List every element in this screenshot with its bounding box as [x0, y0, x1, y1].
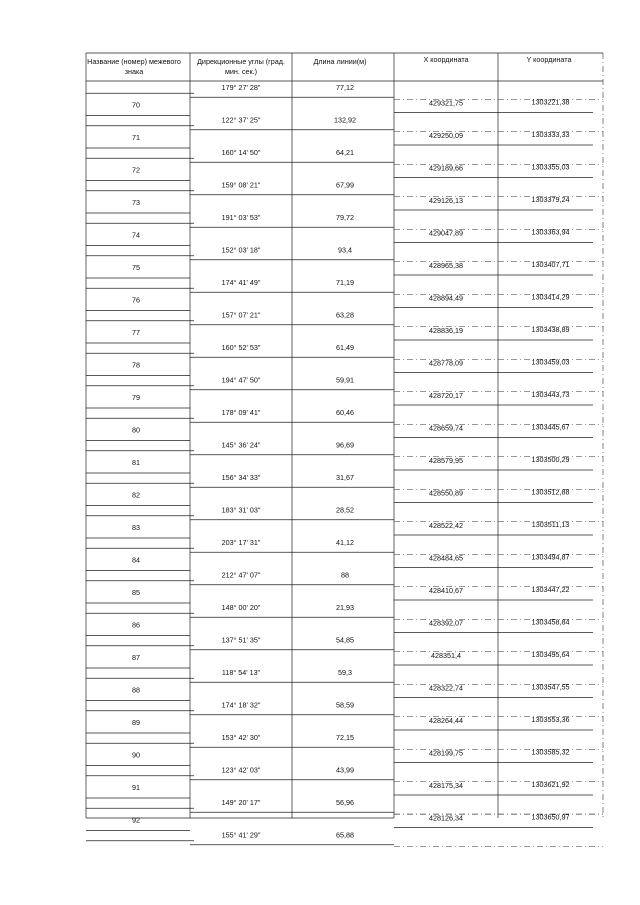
- segment-angle: 183° 31' 03": [221, 505, 261, 515]
- header-name-line2: знака: [124, 67, 144, 76]
- point-x: 429321,75: [429, 98, 463, 108]
- point-y: 1303458,84: [531, 617, 570, 627]
- point-name: 73: [132, 197, 140, 207]
- point-name: 78: [132, 360, 140, 370]
- point-y: 1303447,22: [531, 584, 570, 594]
- point-name: 91: [132, 782, 140, 792]
- segment-angle: 212° 47' 07": [221, 570, 261, 580]
- point-name: 81: [132, 457, 140, 467]
- point-y: 1303443,73: [531, 389, 570, 399]
- segment-length: 72,15: [336, 733, 354, 742]
- point-y: 1303379,24: [531, 194, 570, 204]
- segment-angle: 203° 17' 31": [221, 538, 261, 547]
- point-y: 1303553,36: [531, 714, 570, 724]
- segment-angle: 152° 03' 18": [221, 245, 261, 255]
- point-name: 71: [132, 132, 140, 142]
- segment-length: 58,59: [336, 700, 354, 710]
- segment-length: 31,67: [336, 473, 354, 482]
- segment-length: 88: [341, 570, 349, 580]
- point-name: 70: [132, 100, 140, 110]
- point-name: 80: [132, 425, 140, 435]
- header-angle-line2: мин. сек.): [224, 67, 258, 76]
- point-x: 428579,95: [429, 455, 463, 465]
- segment-length: 61,49: [336, 343, 354, 352]
- segment-length: 41,12: [336, 538, 354, 547]
- segment-angle: 178° 09' 41": [221, 408, 261, 417]
- segment-angle: 159° 08' 21": [221, 180, 261, 190]
- point-y: 1303547,55: [531, 682, 570, 692]
- segment-angle: 123° 42' 03": [221, 765, 261, 775]
- point-y: 1303221,38: [531, 97, 570, 107]
- point-name: 85: [132, 587, 140, 597]
- segment-angle: 174° 18' 32": [221, 700, 261, 710]
- point-name: 84: [132, 555, 140, 565]
- segment-angle: 153° 42' 30": [221, 733, 261, 742]
- point-x: 428778,09: [429, 358, 463, 368]
- segment-angle: 174° 41' 49": [221, 278, 261, 287]
- segment-angle: 149° 20' 17": [221, 798, 261, 807]
- point-y: 1303414,29: [531, 292, 570, 302]
- point-x: 429047,89: [429, 228, 463, 238]
- point-x: 428522,42: [429, 520, 463, 530]
- point-x: 428965,38: [429, 260, 463, 270]
- segment-angle: 148° 00' 20": [221, 603, 261, 612]
- segment-angle: 191° 03' 53": [221, 213, 261, 222]
- table-header: [87, 55, 571, 76]
- point-y: 1303495,64: [531, 649, 570, 659]
- point-y: 1303512,88: [531, 487, 570, 497]
- segment-angle: 157° 07' 21": [221, 310, 261, 320]
- point-y: 1303445,67: [531, 422, 570, 432]
- segment-length: 54,85: [336, 635, 354, 645]
- segment-angle: 137° 51' 35": [221, 635, 261, 645]
- point-x: 428484,65: [429, 553, 463, 563]
- segment-length: 71,19: [336, 278, 354, 287]
- segment-length: 65,88: [336, 830, 354, 840]
- point-x: 429126,13: [429, 195, 463, 205]
- segment-length: 59,3: [338, 668, 352, 677]
- segment-length: 64,21: [336, 148, 354, 157]
- segment-angle: 156° 34' 33": [221, 473, 261, 482]
- point-y: 1303459,03: [531, 357, 570, 367]
- point-x: 428894,49: [429, 293, 463, 303]
- point-x: 428351,4: [431, 650, 461, 660]
- segment-angle: 145° 36' 24": [221, 440, 261, 450]
- point-x: 429250,09: [429, 130, 463, 140]
- point-y: 1303333,33: [531, 129, 570, 139]
- point-y: 1303650,97: [531, 812, 570, 822]
- point-y: 1303355,03: [531, 162, 570, 172]
- point-x: 428836,19: [429, 325, 463, 335]
- point-name: 82: [132, 490, 140, 500]
- point-name: 79: [132, 392, 140, 402]
- header-length: Длина линии(м): [313, 57, 367, 66]
- header-name-line1: Название (номер) межевого: [87, 57, 181, 66]
- segment-angle: 179° 27' 28": [221, 83, 261, 92]
- point-x: 428175,34: [429, 780, 463, 790]
- segment-length: 60,46: [336, 408, 354, 417]
- segment-length: 79,72: [336, 213, 354, 222]
- segment-length: 77,12: [336, 83, 354, 92]
- point-name: 88: [132, 685, 140, 695]
- segment-length: 43,99: [336, 765, 354, 775]
- point-x: 428392,07: [429, 618, 463, 628]
- point-name: 92: [132, 815, 140, 825]
- point-name: 74: [132, 230, 140, 240]
- segment-length: 132,92: [334, 115, 356, 125]
- point-x: 428264,44: [429, 715, 463, 725]
- segment-angle: 160° 14' 50": [221, 148, 261, 157]
- point-y: 1303585,32: [531, 747, 570, 757]
- point-name: 76: [132, 295, 140, 305]
- point-name: 83: [132, 522, 140, 532]
- segment-length: 21,93: [336, 603, 354, 612]
- point-name: 87: [132, 652, 140, 662]
- point-x: 428550,89: [429, 488, 463, 498]
- segment-length: 28,52: [336, 505, 354, 515]
- header-x: X координата: [423, 55, 469, 64]
- point-x: 428720,17: [429, 390, 463, 400]
- point-x: 428410,67: [429, 585, 463, 595]
- header-y: Y координата: [526, 55, 572, 64]
- point-x: 429189,66: [429, 163, 463, 173]
- segment-length: 93,4: [338, 245, 352, 255]
- segment-length: 63,28: [336, 310, 354, 320]
- segment-angle: 194° 47' 50": [221, 375, 261, 385]
- point-y: 1303621,92: [531, 779, 570, 789]
- segment-angle: 155° 41' 29": [221, 830, 261, 840]
- point-x: 428322,74: [429, 683, 463, 693]
- segment-length: 96,69: [336, 440, 354, 450]
- point-y: 1303511,13: [531, 519, 570, 529]
- table-grid: [86, 53, 603, 847]
- point-name: 77: [132, 327, 140, 337]
- point-name: 90: [132, 750, 140, 760]
- segment-angle: 160° 52' 53": [221, 343, 261, 352]
- point-name: 75: [132, 262, 140, 272]
- point-y: 1303438,89: [531, 324, 570, 334]
- point-x: 428126,34: [429, 813, 463, 823]
- point-y: 1303500,29: [531, 454, 570, 464]
- segment-angle: 122° 37' 25": [221, 115, 261, 125]
- point-x: 428659,74: [429, 423, 463, 433]
- segment-length: 59,91: [336, 375, 354, 385]
- point-y: 1303407,71: [531, 259, 570, 269]
- point-y: 1303363,94: [531, 227, 570, 237]
- point-y: 1303494,87: [531, 552, 570, 562]
- point-name: 89: [132, 717, 140, 727]
- point-x: 428199,75: [429, 748, 463, 758]
- segment-angle: 118° 54' 13": [221, 668, 261, 677]
- point-name: 72: [132, 165, 140, 175]
- point-name: 86: [132, 620, 140, 630]
- header-angle-line1: Дирекционные углы (град.: [197, 57, 285, 66]
- segment-length: 56,96: [336, 798, 354, 807]
- segment-length: 67,99: [336, 180, 354, 190]
